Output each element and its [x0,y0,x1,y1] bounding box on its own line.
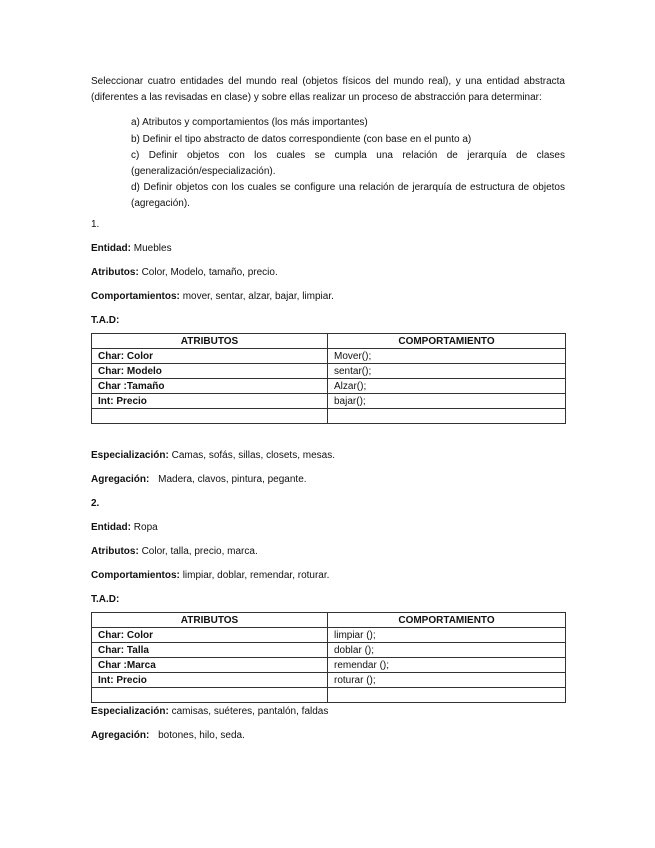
table-header-row [92,334,566,349]
table-row [92,364,566,379]
table-row [92,349,566,364]
behavior-cell: remendar (); [328,658,566,673]
column-header-comportamiento: COMPORTAMIENTO [328,613,566,628]
entidad-value: Muebles [133,243,172,254]
table-row [92,394,566,409]
table-header-row [92,613,566,628]
especializacion-line-1 [91,448,565,463]
section-number-2 [91,496,565,511]
entidad-line-2 [91,520,565,535]
behavior-cell: Mover(); [328,349,566,364]
column-header-atributos: ATRIBUTOS [92,613,328,628]
attribute-cell: Char: Talla [92,643,328,658]
comportamientos-line-1 [91,289,565,304]
behavior-cell: limpiar (); [328,628,566,643]
attribute-cell: Char: Color [92,628,328,643]
agregacion-label: Agregación: [91,730,150,741]
table-row [92,628,566,643]
agregacion-value: botones, hilo, seda. [158,730,245,741]
atributos-line-2 [91,544,565,559]
column-header-comportamiento: COMPORTAMIENTO [328,334,566,349]
atributos-value: Color, talla, precio, marca. [141,546,258,557]
agregacion-line-2 [91,728,565,743]
table-row-empty [92,688,566,703]
intro-paragraph: Seleccionar cuatro entidades del mundo real (objetos físicos del mundo real), y una entidad abstracta (diferentes a las revisadas en clase) y sobre ellas realizar un proceso de abstracción para determinar: [91,76,565,103]
atributos-label: Atributos: [91,546,139,557]
section-number-1: 1. [91,219,100,230]
table-row [92,673,566,688]
atributos-value: Color, Modelo, tamaño, precio. [141,267,278,278]
behavior-cell: bajar(); [328,394,566,409]
agregacion-value: Madera, clavos, pintura, pegante. [158,474,307,485]
behavior-cell: roturar (); [328,673,566,688]
especializacion-line-2 [91,704,565,719]
entidad-label: Entidad: [91,243,131,254]
table-row [92,658,566,673]
behavior-cell: sentar(); [328,364,566,379]
table-row [92,643,566,658]
column-header-atributos: ATRIBUTOS [92,334,328,349]
attribute-cell [92,688,328,703]
table-row [92,379,566,394]
tad-label: T.A.D: [91,594,120,605]
behavior-cell [328,409,566,424]
task-item-a: a) Atributos y comportamientos (los más importantes) [131,117,368,128]
task-list [131,115,565,211]
tad-label: T.A.D: [91,315,120,326]
agregacion-line-1 [91,472,565,487]
tad-table-1 [91,333,566,424]
document-page [91,74,565,743]
task-item-d: d) Definir objetos con los cuales se configure una relación de jerarquía de estructura de objetos (agregación). [131,182,565,209]
agregacion-label: Agregación: [91,474,150,485]
attribute-cell: Char: Color [92,349,328,364]
behavior-cell [328,688,566,703]
especializacion-value: Camas, sofás, sillas, closets, mesas. [171,450,335,461]
attribute-cell: Int: Precio [92,673,328,688]
tad-heading-2 [91,592,565,607]
entidad-label: Entidad: [91,522,131,533]
attribute-cell: Char :Marca [92,658,328,673]
atributos-label: Atributos: [91,267,139,278]
entidad-value: Ropa [133,522,158,533]
especializacion-label: Especialización: [91,706,169,717]
comportamientos-label: Comportamientos: [91,291,180,302]
attribute-cell: Char :Tamaño [92,379,328,394]
especializacion-value: camisas, suéteres, pantalón, faldas [171,706,329,717]
table-row-empty [92,409,566,424]
attribute-cell [92,409,328,424]
comportamientos-value: mover, sentar, alzar, bajar, limpiar. [182,291,334,302]
behavior-cell: Alzar(); [328,379,566,394]
behavior-cell: doblar (); [328,643,566,658]
task-item-b: b) Definir el tipo abstracto de datos correspondiente (con base en el punto a) [131,133,472,145]
task-item-c: c) Definir objetos con los cuales se cumpla una relación de jerarquía de clases (generalización/especialización). [131,150,565,177]
atributos-line-1 [91,265,565,280]
comportamientos-line-2 [91,568,565,583]
especializacion-label: Especialización: [91,450,169,461]
comportamientos-label: Comportamientos: [91,570,180,581]
entidad-line-1 [91,241,565,256]
tad-table-2 [91,612,566,703]
comportamientos-value: limpiar, doblar, remendar, roturar. [182,570,330,581]
attribute-cell: Char: Modelo [92,364,328,379]
section-number-2-text: 2. [91,498,100,509]
tad-heading-1 [91,313,565,328]
attribute-cell: Int: Precio [92,394,328,409]
